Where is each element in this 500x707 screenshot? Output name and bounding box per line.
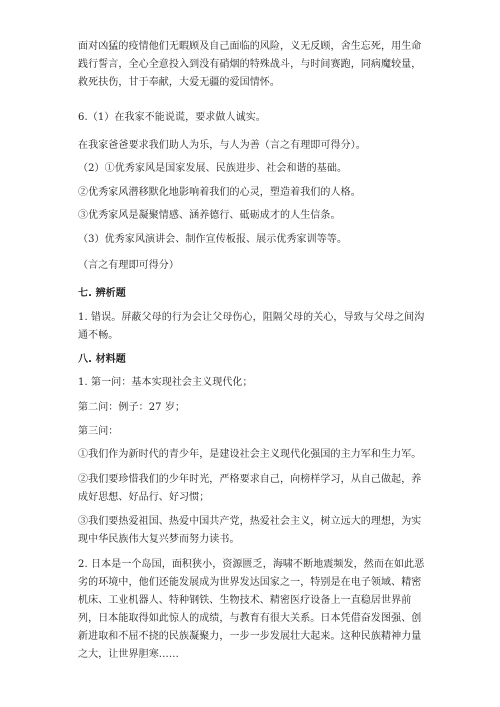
text-line: 践行誓言，全心全意投入到没有硝烟的特殊战斗，与时间赛跑，同病魔较量， [78, 59, 422, 70]
text-line: （言之有理即可得分） [78, 260, 179, 271]
text-line: 第二问：例子：27 岁； [78, 402, 186, 413]
text-line: 6.（1）在我家不能说谎，要求做人诚实。 [78, 112, 266, 123]
text-line: 在我家爸爸要求我们助人为乐，与人为善（言之有理即可得分）。 [78, 140, 366, 151]
text-line: 机床、工业机器人、特种钢铁、生物技术、精密医疗设备上一直稳居世界前 [78, 595, 412, 606]
text-line: （3）优秀家风演讲会、制作宣传板报、展示优秀家训等等。 [78, 234, 348, 245]
text-line: 新进取和不屈不挠的民族凝聚力，一步一步发展壮大起来。这种民族精神力量 [78, 631, 422, 642]
text-line: ③我们要热爱祖国、热爱中国共产党，热爱社会主义，树立远大的理想，为实 [78, 516, 422, 527]
text-line: ②我们要珍惜我们的少年时光，严格要求自己，向榜样学习，从自己做起，养 [78, 474, 422, 485]
text-line: 1. 第一问：基本实现社会主义现代化； [78, 377, 253, 388]
text-line: （2）①优秀家风是国家发展、民族进步、社会和谐的基础。 [78, 163, 348, 174]
text-line: 之大，让世界胆寒…… [78, 649, 179, 660]
text-line: 列，日本能取得如此惊人的成绩，与教育有很大关系。日本凭借奋发图强、创 [78, 613, 422, 624]
text-line: 1. 错误。屏蔽父母的行为会让父母伤心，阻隔父母的关心，导致与父母之间沟 [78, 312, 425, 323]
section-heading: 七. 辨析题 [78, 288, 126, 299]
text-line: 面对凶猛的疫情他们无暇顾及自己面临的风险，义无反顾，舍生忘死，用生命 [78, 41, 422, 52]
text-line: 2. 日本是一个岛国，面积狭小，资源匮乏，海啸不断地震频发，然而在如此恶 [78, 559, 425, 570]
text-line: 第三问： [78, 426, 119, 437]
text-line: 劣的环境中，他们还能发展成为世界发达国家之一，特别是在电子领域、精密 [78, 577, 422, 588]
text-line: 通不畅。 [78, 330, 119, 341]
text-line: 成好思想、好品行、好习惯； [78, 492, 210, 503]
text-line: 救死扶伤，甘于奉献，大爱无疆的爱国情怀。 [78, 77, 280, 88]
text-line: ③优秀家风是凝聚情感、涵养德行、砥砺成才的人生信条。 [78, 210, 341, 221]
text-line: ①我们作为新时代的青少年，是建设社会主义现代化强国的主力军和生力军。 [78, 449, 422, 460]
text-line: ②优秀家风潜移默化地影响着我们的心灵，塑造着我们的人格。 [78, 187, 361, 198]
section-heading: 八. 材料题 [78, 354, 126, 365]
text-line: 现中华民族伟大复兴梦而努力读书。 [78, 534, 240, 545]
